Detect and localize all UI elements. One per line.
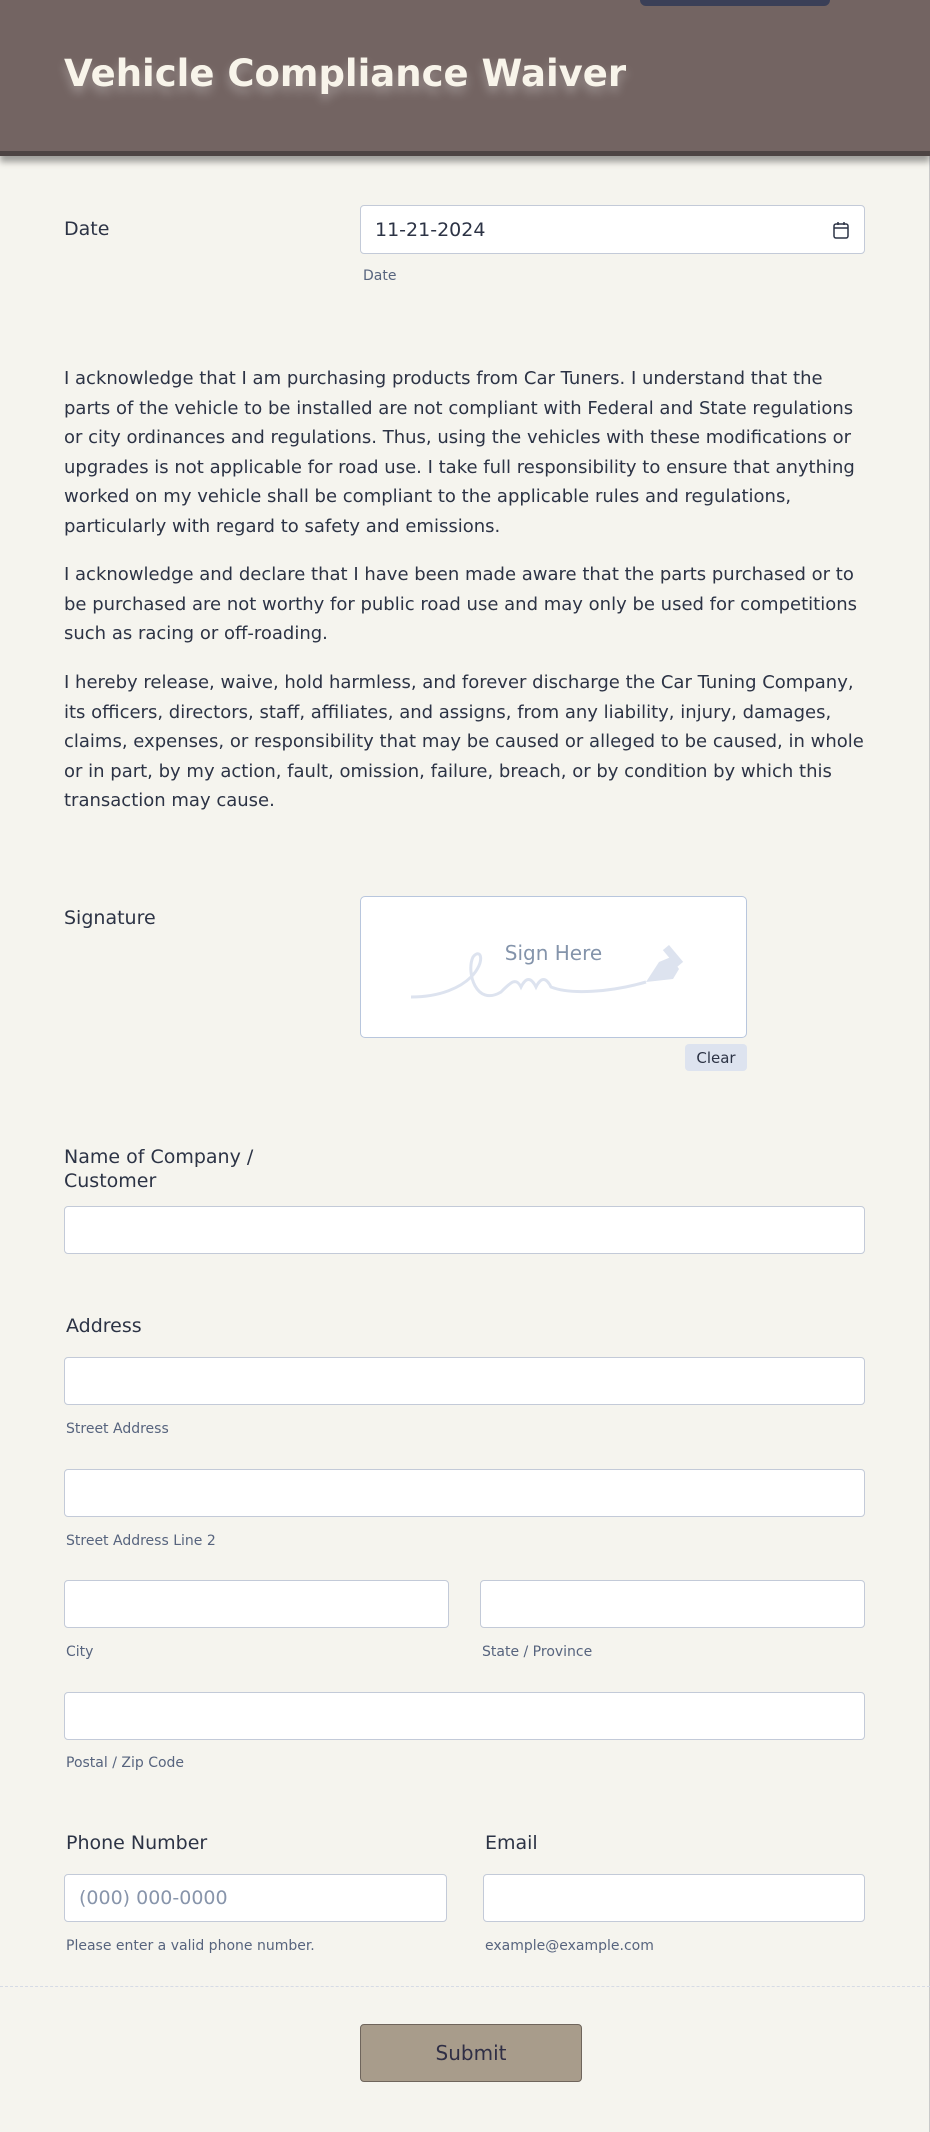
clear-signature-button[interactable]: Clear <box>685 1044 747 1071</box>
state-input[interactable] <box>480 1580 865 1628</box>
email-label: Email <box>485 1832 538 1854</box>
postal-code-input[interactable] <box>64 1692 865 1740</box>
state-sublabel: State / Province <box>482 1644 593 1660</box>
email-sublabel: example@example.com <box>485 1938 654 1954</box>
date-input[interactable] <box>360 205 865 254</box>
calendar-icon[interactable] <box>832 220 850 240</box>
city-input[interactable] <box>64 1580 449 1628</box>
date-label: Date <box>64 218 110 240</box>
signature-label: Signature <box>64 907 156 929</box>
street-address-line2-sublabel: Street Address Line 2 <box>66 1533 216 1549</box>
city-sublabel: City <box>66 1644 94 1660</box>
signature-placeholder: Sign Here <box>504 941 603 965</box>
page-title: Vehicle Compliance Waiver <box>64 52 627 95</box>
waiver-paragraph: I hereby release, waive, hold harmless, and forever discharge the Car Tuning Company, its officers, directors, staff, affiliates, and assigns, from any liability, injury, damages, claims, expenses, or responsibility that may be caused or alleged to be caused, in whole or in part, by my action, fault, omission, failure, breach, or by condition by which this transaction may cause. <box>64 672 864 811</box>
company-label: Name of Company / Customer <box>64 1146 254 1192</box>
street-address-input[interactable] <box>64 1357 865 1405</box>
email-input[interactable] <box>483 1874 865 1922</box>
date-sublabel: Date <box>363 268 397 284</box>
phone-sublabel: Please enter a valid phone number. <box>66 1938 315 1954</box>
date-value: 11-21-2024 <box>375 218 486 241</box>
street-address-line2-input[interactable] <box>64 1469 865 1517</box>
signature-pen-icon <box>411 937 711 1017</box>
waiver-paragraph: I acknowledge that I am purchasing products from Car Tuners. I understand that the parts of the vehicle to be installed are not compliant with Federal and State regulations or city ordinances and regulations. Thus, using the vehicles with these modifications or upgrades is not applicable for road use. I take full responsibility to ensure that anything worked on my vehicle shall be compliant to the applicable rules and regulations, particularly with regard to safety and emissions. <box>64 368 855 537</box>
submit-button[interactable]: Submit <box>360 2024 582 2082</box>
phone-input[interactable] <box>64 1874 447 1922</box>
street-address-sublabel: Street Address <box>66 1421 169 1437</box>
signature-pad[interactable] <box>360 896 747 1038</box>
phone-label: Phone Number <box>66 1832 208 1854</box>
company-input[interactable] <box>64 1206 865 1254</box>
address-label: Address <box>66 1315 142 1337</box>
postal-code-sublabel: Postal / Zip Code <box>66 1755 185 1771</box>
form-header <box>0 0 930 156</box>
waiver-paragraph: I acknowledge and declare that I have been made aware that the parts purchased or to be purchased are not worthy for public road use and may only be used for competitions such as racing or off-roading. <box>64 564 858 644</box>
car-image <box>640 0 830 6</box>
phone-placeholder: (000) 000-0000 <box>79 1887 228 1909</box>
divider <box>0 1986 930 1987</box>
